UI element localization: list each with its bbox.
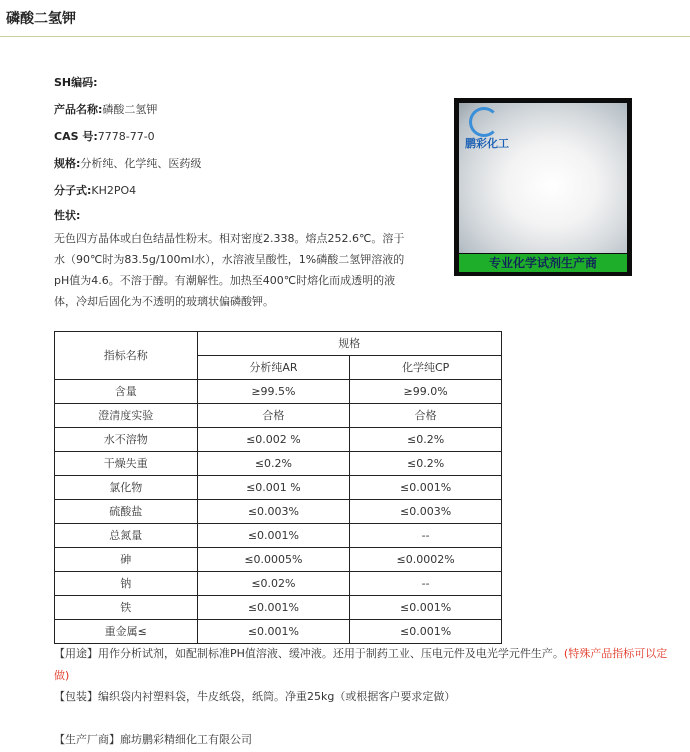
product-name-row	[54, 101, 157, 117]
cas-row	[54, 128, 155, 144]
table-row	[55, 524, 502, 548]
row-name-cell: 氯化物	[55, 476, 198, 500]
table-row	[55, 404, 502, 428]
index-name-header: 指标名称	[55, 332, 198, 380]
table-row	[55, 596, 502, 620]
row-ar-cell: ≤0.001%	[197, 524, 350, 548]
row-name-cell: 水不溶物	[55, 428, 198, 452]
product-photo	[459, 103, 627, 253]
row-ar-cell: ≤0.003%	[197, 500, 350, 524]
row-cp-cell: ≤0.2%	[350, 428, 502, 452]
properties-row	[54, 207, 80, 223]
product-image	[454, 98, 632, 276]
row-cp-cell: --	[350, 572, 502, 596]
row-cp-cell: ≤0.2%	[350, 452, 502, 476]
sh-code-label: SH编码:	[54, 76, 98, 89]
usage-note	[54, 643, 674, 687]
usage-custom-note-end: )	[65, 669, 70, 682]
formula-label: 分子式:	[54, 184, 92, 197]
company-logo-icon	[469, 107, 499, 137]
row-ar-cell: ≤0.0005%	[197, 548, 350, 572]
table-row	[55, 452, 502, 476]
row-ar-cell: ≤0.001%	[197, 596, 350, 620]
company-logo-text: 鹏彩化工	[465, 137, 509, 150]
spec-table	[54, 331, 502, 644]
title-divider	[0, 36, 690, 37]
row-cp-cell: 合格	[350, 404, 502, 428]
table-row	[55, 572, 502, 596]
row-name-cell: 干燥失重	[55, 452, 198, 476]
row-name-cell: 澄清度实验	[55, 404, 198, 428]
row-name-cell: 重金属≤	[55, 620, 198, 644]
formula-row	[54, 182, 136, 198]
usage-text: 【用途】用作分析试剂，如配制标准PH值溶液、缓冲液。还用于制药工业、压电元件及电光学元件生产。	[54, 647, 564, 660]
row-cp-cell: ≤0.0002%	[350, 548, 502, 572]
row-name-cell: 总氮量	[55, 524, 198, 548]
row-name-cell: 钠	[55, 572, 198, 596]
table-row	[55, 476, 502, 500]
table-row	[55, 380, 502, 404]
properties-description: 无色四方晶体或白色结晶性粉末。相对密度2.338。熔点252.6℃。溶于水（90℃时为83.5g/100ml水），水溶液呈酸性，1%磷酸二氢钾溶液的pH值为4.6。不溶于醇。有潮解性。加热至400℃时熔化而成透明的液体，冷却后固化为不透明的玻璃状偏磷酸钾。	[54, 232, 405, 308]
grade-value: 分析纯、化学纯、医药级	[80, 157, 202, 170]
row-cp-cell: --	[350, 524, 502, 548]
row-ar-cell: ≤0.02%	[197, 572, 350, 596]
col-header-cp: 化学纯CP	[350, 356, 502, 380]
row-name-cell: 硫酸盐	[55, 500, 198, 524]
cas-value: 7778-77-0	[97, 130, 155, 143]
row-cp-cell: ≤0.001%	[350, 476, 502, 500]
row-cp-cell: ≤0.001%	[350, 620, 502, 644]
sh-code-row	[54, 74, 98, 90]
row-name-cell: 含量	[55, 380, 198, 404]
usage-custom-note: (特殊产品指标可以定做	[54, 647, 668, 682]
row-ar-cell: ≤0.001 %	[197, 476, 350, 500]
table-row	[55, 548, 502, 572]
grade-row	[54, 155, 201, 171]
table-row	[55, 428, 502, 452]
row-name-cell: 铁	[55, 596, 198, 620]
grade-label: 规格:	[54, 157, 81, 170]
row-ar-cell: ≤0.2%	[197, 452, 350, 476]
page-title: 磷酸二氢钾	[6, 11, 76, 27]
cas-label: CAS 号:	[54, 130, 98, 143]
spec-header: 规格	[197, 332, 501, 356]
row-ar-cell: 合格	[197, 404, 350, 428]
properties-label: 性状:	[54, 209, 81, 222]
table-row	[55, 620, 502, 644]
row-cp-cell: ≥99.0%	[350, 380, 502, 404]
table-row	[55, 500, 502, 524]
row-name-cell: 砷	[55, 548, 198, 572]
packaging-note: 【包装】编织袋内衬塑料袋，牛皮纸袋，纸筒。净重25kg（或根据客户要求定做）	[54, 690, 456, 703]
row-cp-cell: ≤0.001%	[350, 596, 502, 620]
manufacturer-note: 【生产厂商】廊坊鹏彩精细化工有限公司	[54, 733, 252, 746]
row-ar-cell: ≤0.001%	[197, 620, 350, 644]
product-name-label: 产品名称:	[54, 103, 103, 116]
product-name-value: 磷酸二氢钾	[102, 103, 158, 116]
col-header-ar: 分析纯AR	[197, 356, 350, 380]
image-banner: 专业化学试剂生产商	[459, 254, 627, 272]
formula-value: KH2PO4	[91, 184, 137, 197]
row-ar-cell: ≤0.002 %	[197, 428, 350, 452]
row-ar-cell: ≥99.5%	[197, 380, 350, 404]
row-cp-cell: ≤0.003%	[350, 500, 502, 524]
